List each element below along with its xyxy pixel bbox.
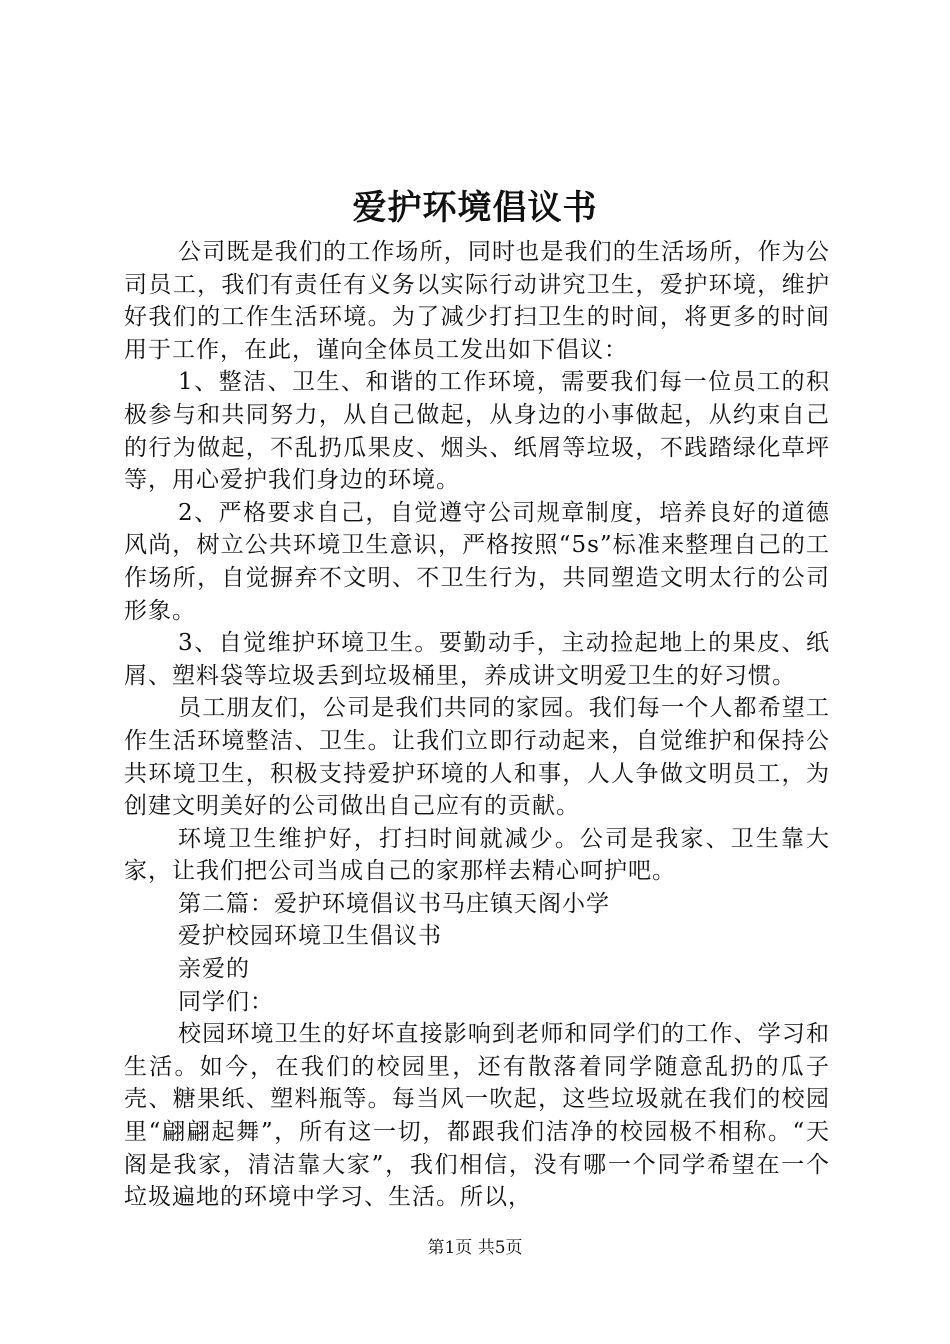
section-subtitle: 爱护校园环境卫生倡议书 (178, 923, 443, 950)
salutation-line-1: 亲爱的 (178, 956, 251, 983)
page-number-footer: 第1页 共5页 (427, 1238, 523, 1258)
document-title: 爱护环境倡议书 (352, 188, 598, 228)
document-body (124, 236, 830, 1214)
paragraph-closing: 环境卫生维护好，打扫时间就减少。公司是我家、卫生靠大家，让我们把公司当成自己的家那样去精心呵护吧。 (124, 825, 830, 885)
paragraph-appeal: 员工朋友们，公司是我们共同的家园。我们每一个人都希望工作生活环境整洁、卫生。让我们立即行动起来，自觉维护和保持公共环境卫生，积极支持爱护环境的人和事，人人争做文明员工，为创建文明美好的公司做出自己应有的贡献。 (124, 695, 830, 820)
paragraph-campus: 校园环境卫生的好坏直接影响到老师和同学们的工作、学习和生活。如今，在我们的校园里，还有散落着同学随意乱扔的瓜子壳、糖果纸、塑料瓶等。每当风一吹起，这些垃圾就在我们的校园里“翩翩起舞”，所有这一切，都跟我们洁净的校园极不相称。“天阁是我家，清洁靠大家”，我们相信，没有哪一个同学希望在一个垃圾遍地的环境中学习、生活。所以， (124, 1021, 830, 1211)
paragraph-intro: 公司既是我们的工作场所，同时也是我们的生活场所，作为公司员工，我们有责任有义务以实际行动讲究卫生，爱护环境，维护好我们的工作生活环境。为了减少打扫卫生的时间，将更多的时间用于工作，在此，谨向全体员工发出如下倡议： (124, 239, 830, 363)
paragraph-item-2: 2、严格要求自己，自觉遵守公司规章制度，培养良好的道德风尚，树立公共环境卫生意识，严格按照“5s”标准来整理自己的工作场所，自觉摒弃不文明、不卫生行为，共同塑造文明太行的公司形象。 (124, 499, 830, 624)
section-heading-second: 第二篇：爱护环境倡议书马庄镇天阁小学 (178, 890, 611, 917)
salutation-line-2: 同学们： (178, 988, 275, 1015)
paragraph-item-3: 3、自觉维护环境卫生。要勤动手，主动捡起地上的果皮、纸屑、塑料袋等垃圾丢到垃圾桶里，养成讲文明爱卫生的好习惯。 (124, 630, 830, 689)
paragraph-item-1: 1、整洁、卫生、和谐的工作环境，需要我们每一位员工的积极参与和共同努力，从自己做起，从身边的小事做起，从约束自己的行为做起，不乱扔瓜果皮、烟头、纸屑等垃圾，不践踏绿化草坪等，用心爱护我们身边的环境。 (124, 369, 830, 494)
